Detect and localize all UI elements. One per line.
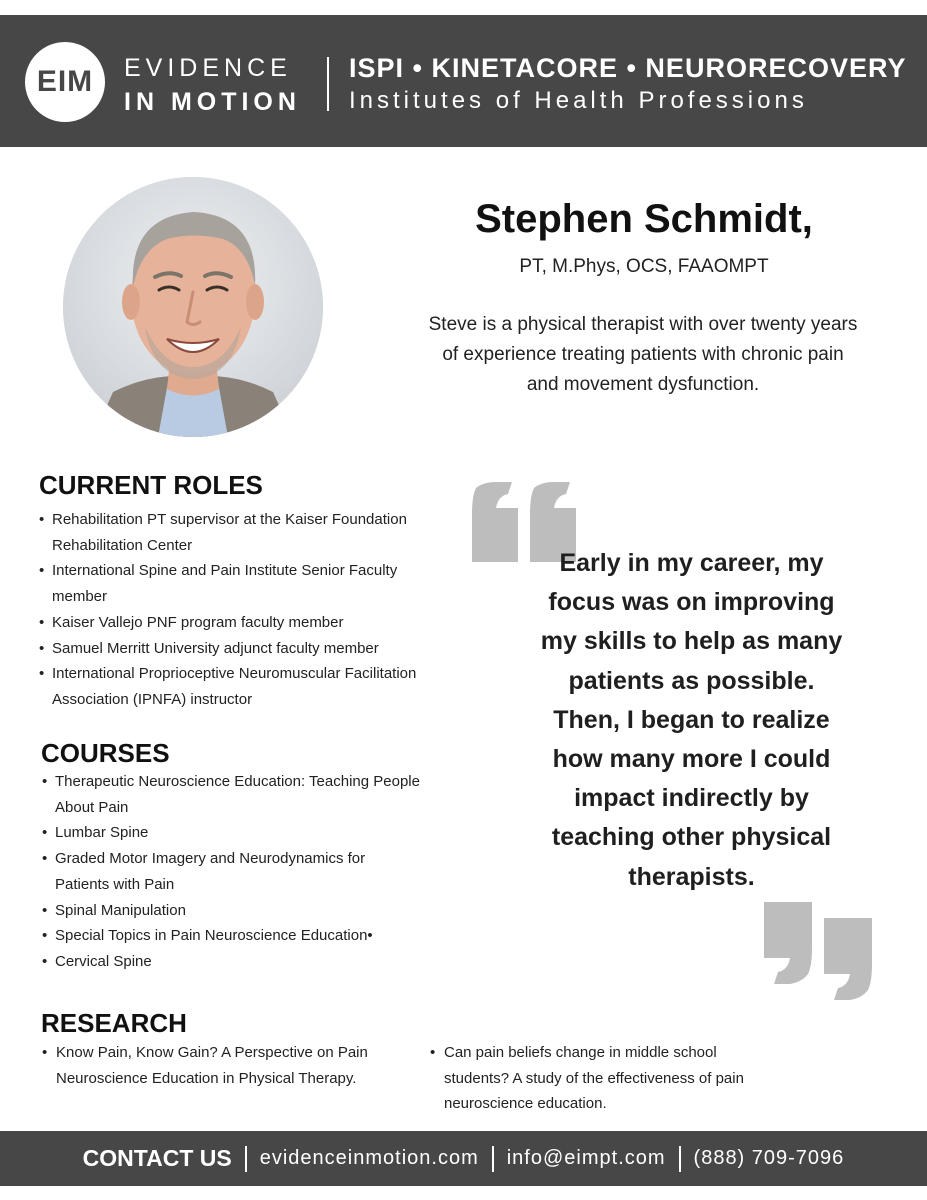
- institutes-line-1: ISPI • KINETACORE • NEURORECOVERY: [349, 53, 907, 83]
- list-item: • Samuel Merritt University adjunct faculty member: [39, 636, 419, 662]
- role-text: International Spine and Pain Institute Senior Faculty member: [52, 562, 398, 606]
- person-credentials: PT, M.Phys, OCS, FAAOMPT: [519, 256, 769, 277]
- role-text: Samuel Merritt University adjunct faculty member: [52, 639, 379, 657]
- list-item: • International Spine and Pain Institute Senior Faculty member: [39, 558, 419, 609]
- course-text: Spinal Manipulation: [55, 901, 186, 919]
- list-item: • Graded Motor Imagery and Neurodynamics for Patients with Pain: [42, 846, 452, 897]
- header-divider: [327, 57, 329, 111]
- brand-line-2: IN MOTION: [124, 88, 301, 116]
- website-link[interactable]: evidenceinmotion.com: [259, 1147, 479, 1169]
- list-item: • Know Pain, Know Gain? A Perspective on Pain Neuroscience Education in Physical Therapy.: [42, 1044, 368, 1087]
- current-roles-list: [39, 507, 419, 713]
- list-item: • International Proprioceptive Neuromuscular Facilitation Association (IPNFA) instructor: [39, 661, 419, 712]
- pull-quote: Early in my career, my focus was on improving my skills to help as many patients as possible. Then, I began to realize how many more I could impact indirectly by teaching other physical therapists.: [540, 549, 843, 891]
- brand-name: [124, 51, 301, 119]
- research-heading: RESEARCH: [41, 1008, 187, 1038]
- current-roles-heading: CURRENT ROLES: [39, 470, 263, 500]
- contact-label: CONTACT US: [82, 1145, 232, 1171]
- courses-heading: COURSES: [41, 738, 170, 768]
- profile-photo: [63, 177, 323, 437]
- person-bio: Steve is a physical therapist with over twenty years of experience treating patients with chronic pain and movement dysfunction.: [428, 314, 858, 395]
- phone-link[interactable]: (888) 709-7096: [693, 1147, 845, 1169]
- role-text: Rehabilitation PT supervisor at the Kaiser Foundation Rehabilitation Center: [52, 511, 407, 554]
- list-item: • Therapeutic Neuroscience Education: Teaching People About Pain: [42, 769, 452, 820]
- header-banner: [0, 15, 927, 147]
- email-link[interactable]: info@eimpt.com: [506, 1147, 666, 1169]
- footer-divider: [245, 1146, 247, 1172]
- course-text: Graded Motor Imagery and Neurodynamics for Patients with Pain: [55, 850, 366, 893]
- person-name: Stephen Schmidt,: [475, 197, 813, 241]
- eim-logo[interactable]: EIM: [25, 42, 105, 122]
- course-text: Special Topics in Pain Neuroscience Education•: [55, 927, 373, 945]
- list-item: • Kaiser Vallejo PNF program faculty member: [39, 610, 419, 636]
- research-text: Know Pain, Know Gain? A Perspective on Pain Neuroscience Education in Physical Therapy.: [56, 1044, 368, 1087]
- role-text: Kaiser Vallejo PNF program faculty member: [52, 613, 344, 631]
- brand-line-1: EVIDENCE: [124, 54, 292, 82]
- research-list-right: [430, 1040, 760, 1117]
- close-quote-icon: [760, 900, 878, 1002]
- courses-list: [42, 769, 452, 975]
- list-item: • Spinal Manipulation: [42, 898, 452, 924]
- course-text: Cervical Spine: [55, 952, 152, 970]
- research-list-left: [42, 1040, 402, 1091]
- list-item: • Rehabilitation PT supervisor at the Kaiser Foundation Rehabilitation Center: [39, 507, 419, 558]
- research-text: Can pain beliefs change in middle school students? A study of the effectiveness of pain neuroscience education.: [444, 1044, 744, 1113]
- role-text: International Proprioceptive Neuromuscular Facilitation Association (IPNFA) instructor: [52, 665, 417, 708]
- contact-footer: [0, 1131, 927, 1186]
- list-item: • Can pain beliefs change in middle school students? A study of the effectiveness of pain neuroscience education.: [430, 1044, 744, 1113]
- list-item: • Special Topics in Pain Neuroscience Education•: [42, 923, 452, 949]
- list-item: • Lumbar Spine: [42, 820, 452, 846]
- footer-divider: [679, 1146, 681, 1172]
- list-item: • Cervical Spine: [42, 949, 452, 975]
- course-text: Therapeutic Neuroscience Education: Teaching People About Pain: [55, 773, 420, 816]
- course-text: Lumbar Spine: [55, 824, 149, 842]
- footer-divider: [492, 1146, 494, 1172]
- institutes-block: [349, 51, 906, 117]
- institutes-line-2: Institutes of Health Professions: [349, 87, 808, 114]
- profile-photo-portrait: [63, 177, 323, 437]
